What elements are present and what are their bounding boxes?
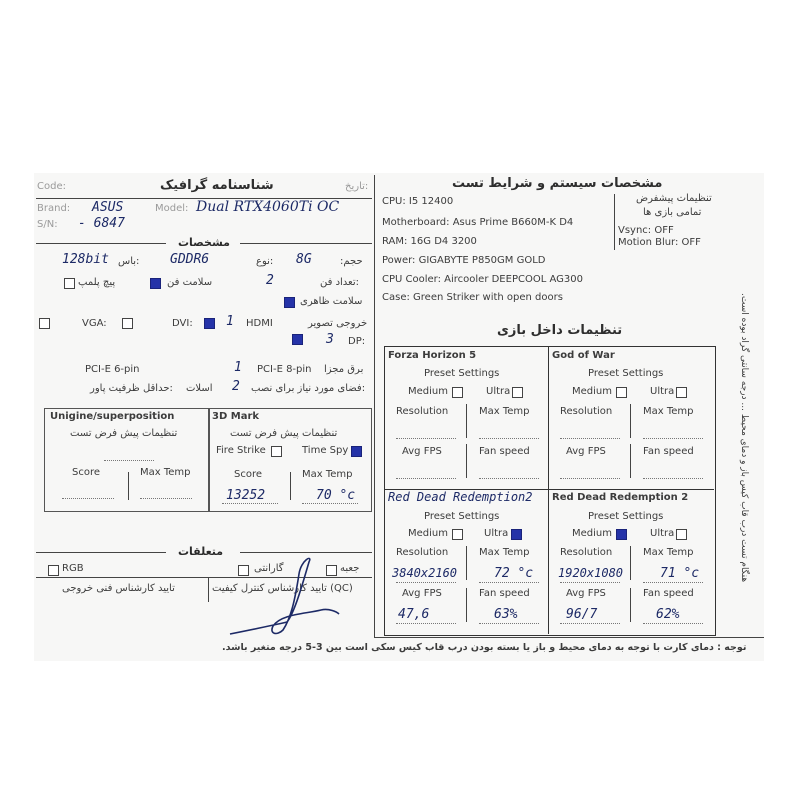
brand-value: ASUS	[92, 200, 124, 215]
unigine-sub: تنظیمات پیش فرض تست	[70, 428, 178, 439]
dvi-label: DVI:	[172, 318, 193, 329]
resolution-line	[560, 582, 620, 583]
unigine-score-line	[62, 498, 114, 499]
avg-fps-label: Avg FPS	[566, 588, 606, 599]
signature-divider	[208, 578, 209, 602]
preset-label: Preset Settings	[588, 368, 664, 379]
center-divider	[374, 175, 375, 637]
max-temp-line	[479, 438, 539, 439]
case-spec: Case: Green Striker with open doors	[382, 292, 563, 303]
hdmi-count: 1	[226, 314, 234, 329]
3dmark-title: 3D Mark	[212, 411, 260, 422]
ultra-label: Ultra	[486, 386, 511, 397]
psu-label: حداقل ظرفیت پاور:	[90, 383, 173, 394]
unigine-score-label: Score	[72, 467, 101, 478]
ram-spec: RAM: 16G D4 3200	[382, 236, 477, 247]
resolution-line	[560, 438, 620, 439]
preset-label: Preset Settings	[424, 511, 500, 522]
max-temp-label: Max Temp	[479, 406, 530, 417]
resolution-label: Resolution	[396, 406, 449, 417]
resolution-label: Resolution	[560, 547, 613, 558]
footnote-rule	[374, 637, 764, 638]
pcie6-label: PCI-E 6-pin	[85, 364, 140, 375]
avg-fps-label: Avg FPS	[566, 446, 606, 457]
qc-approval-label: تایید کارشناس کنترل کیفیت (QC)	[212, 583, 353, 594]
all-games-label: تمامی بازی ها	[643, 207, 702, 218]
vga-checkbox[interactable]	[39, 318, 50, 329]
unigine-dotted	[104, 460, 154, 461]
ultra-label: Ultra	[650, 528, 675, 539]
max-temp-line	[479, 582, 539, 583]
brand-label: Brand:	[37, 203, 71, 214]
warranty-label: گارانتی	[254, 563, 284, 574]
motion-blur-setting: Motion Blur: OFF	[618, 237, 701, 248]
games-grid-vdivider	[548, 346, 549, 634]
appearance-checkbox[interactable]	[284, 297, 295, 308]
max-temp-label: Max Temp	[643, 547, 694, 558]
seal-screw-label: پیچ پلمپ	[78, 277, 116, 288]
fan-speed-label: Fan speed	[479, 446, 530, 457]
avg-fps-line	[396, 623, 456, 624]
slots-label: فضای مورد نیاز برای نصب:	[251, 383, 366, 394]
medium-checkbox[interactable]	[452, 387, 463, 398]
unigine-temp-label: Max Temp	[140, 467, 191, 478]
dp-count: 3	[326, 332, 334, 347]
3dmark-score-label: Score	[234, 469, 263, 480]
3dmark-sub: تنظیمات پیش فرض تست	[230, 428, 338, 439]
unigine-title: Unigine/superposition	[50, 411, 175, 422]
left-title: شناسنامه گرافیک	[160, 178, 274, 193]
fan-health-label: سلامت فن	[167, 277, 213, 288]
medium-label: Medium	[572, 528, 612, 539]
fan-health-checkbox[interactable]	[150, 278, 161, 289]
rgb-label: RGB	[62, 563, 84, 574]
dvi-checkbox[interactable]	[122, 318, 133, 329]
fan-speed-line	[479, 623, 539, 624]
default-settings-title: تنظیمات پیشفرض	[636, 193, 712, 204]
right-title: مشخصات سیستم و شرایط تست	[452, 176, 663, 191]
type-label: نوع:	[256, 256, 274, 267]
max-temp-label: Max Temp	[479, 547, 530, 558]
game-name: Red Dead Redemption 2	[552, 492, 689, 503]
resolution-value: 3840x2160	[392, 566, 458, 580]
accessories-rule-left	[36, 552, 166, 553]
fan-speed-value: 62%	[656, 607, 680, 622]
medium-checkbox[interactable]	[616, 529, 627, 540]
ultra-label: Ultra	[650, 386, 675, 397]
fan-speed-value: 63%	[494, 607, 518, 622]
fan-speed-line	[643, 478, 703, 479]
box-label: جعبه	[340, 563, 360, 574]
appearance-label: سلامت ظاهری	[300, 296, 363, 307]
medium-label: Medium	[408, 528, 448, 539]
vsync-setting: Vsync: OFF	[618, 225, 674, 236]
resolution-line	[396, 582, 456, 583]
preset-label: Preset Settings	[424, 368, 500, 379]
unigine-temp-line	[140, 498, 192, 499]
hdmi-checkbox[interactable]	[204, 318, 215, 329]
fire-strike-checkbox[interactable]	[271, 446, 282, 457]
cpu-spec: CPU: I5 12400	[382, 196, 454, 207]
max-temp-line	[643, 582, 703, 583]
avg-fps-label: Avg FPS	[402, 446, 442, 457]
time-spy-label: Time Spy	[302, 445, 349, 456]
power-label: برق مجزا	[324, 364, 364, 375]
ultra-label: Ultra	[484, 528, 509, 539]
specs-rule-right	[240, 243, 372, 244]
avg-fps-line	[396, 478, 456, 479]
slots-unit: اسلات	[186, 383, 213, 394]
seal-screw-checkbox[interactable]	[64, 278, 75, 289]
3dmark-divider	[290, 472, 291, 500]
motherboard-spec: Motherboard: Asus Prime B660M-K D4	[382, 217, 574, 228]
game-name: Forza Horizon 5	[388, 350, 477, 361]
dp-checkbox[interactable]	[292, 334, 303, 345]
game-settings-title: تنظیمات داخل بازی	[497, 323, 623, 338]
cell-divider-top	[630, 546, 631, 580]
bus-value: 128bit	[62, 252, 109, 267]
avg-fps-label: Avg FPS	[402, 588, 442, 599]
slots-value: 2	[232, 379, 240, 394]
sn-value: - 6847	[78, 216, 125, 231]
pcie8-label: PCI-E 8-pin	[257, 364, 312, 375]
footnote: توجه : دمای کارت با توجه به دمای محیط و باز یا بسته بودن درب قاب کیس سکی است بین 3-5 درجه متغیر باشد.	[222, 642, 747, 653]
3dmark-score-line	[222, 503, 278, 504]
avg-fps-value: 96/7	[566, 607, 598, 622]
qc-signature	[225, 552, 345, 642]
avg-fps-value: 47,6	[398, 607, 430, 622]
rgb-checkbox[interactable]	[48, 565, 59, 576]
fan-speed-label: Fan speed	[643, 588, 694, 599]
max-temp-label: Max Temp	[643, 406, 694, 417]
fire-strike-label: Fire Strike	[216, 445, 266, 456]
resolution-label: Resolution	[560, 406, 613, 417]
game-name: Red Dead Redemption2	[388, 490, 533, 504]
side-note: هنگام تست درب قاب کیس باز و دمای محیط ... درجه سانتی گراد بوده است.	[739, 292, 749, 582]
cell-divider-top	[466, 404, 467, 438]
type-value: GDDR6	[170, 252, 210, 267]
3dmark-temp-value: 70 °c	[316, 488, 356, 503]
cell-divider-bottom	[466, 444, 467, 478]
cell-divider-top	[466, 546, 467, 580]
game-name: God of War	[552, 350, 615, 361]
fan-speed-label: Fan speed	[479, 588, 530, 599]
dp-label: DP:	[348, 336, 366, 347]
ultra-checkbox[interactable]	[512, 387, 523, 398]
capacity-value: 8G	[296, 252, 312, 267]
fan-speed-label: Fan speed	[643, 446, 694, 457]
model-value: Dual RTX4060Ti OC	[196, 199, 340, 215]
settings-box-divider	[614, 194, 615, 250]
resolution-line	[396, 438, 456, 439]
accessories-header: متعلقات	[172, 545, 229, 558]
max-temp-line	[643, 438, 703, 439]
ultra-checkbox[interactable]	[676, 387, 687, 398]
code-label: Code:	[37, 181, 66, 192]
3dmark-temp-line	[302, 503, 358, 504]
ultra-checkbox[interactable]	[511, 529, 522, 540]
sn-label: S/N:	[37, 219, 58, 230]
cell-divider-bottom	[630, 588, 631, 622]
hdmi-label: HDMI	[246, 318, 273, 329]
specs-header: مشخصات	[172, 236, 236, 249]
fan-count-value: 2	[266, 273, 274, 288]
avg-fps-line	[560, 623, 620, 624]
date-label: تاریخ:	[345, 181, 369, 192]
capacity-label: حجم:	[340, 256, 363, 267]
model-label: Model:	[155, 203, 189, 214]
cooler-spec: CPU Cooler: Aircooler DEEPCOOL AG300	[382, 274, 583, 285]
specs-rule-left	[36, 243, 166, 244]
cell-divider-bottom	[466, 588, 467, 622]
max-temp-value: 71 °c	[660, 566, 700, 581]
power-spec: Power: GIGABYTE P850GM GOLD	[382, 255, 546, 266]
medium-checkbox[interactable]	[452, 529, 463, 540]
resolution-value: 1920x1080	[558, 566, 624, 580]
medium-checkbox[interactable]	[616, 387, 627, 398]
vga-label: VGA:	[82, 318, 107, 329]
unigine-divider	[128, 472, 129, 500]
tech-approval-label: تایید کارشناس فنی خروجی	[62, 583, 175, 594]
cell-divider-bottom	[630, 444, 631, 478]
fan-count-label: تعداد فن:	[320, 277, 360, 288]
fan-speed-line	[643, 623, 703, 624]
medium-label: Medium	[572, 386, 612, 397]
preset-label: Preset Settings	[588, 511, 664, 522]
3dmark-score-value: 13252	[226, 488, 266, 503]
bus-label: باس:	[118, 256, 140, 267]
resolution-label: Resolution	[396, 547, 449, 558]
3dmark-temp-label: Max Temp	[302, 469, 353, 480]
ultra-checkbox[interactable]	[676, 529, 687, 540]
avg-fps-line	[560, 478, 620, 479]
outputs-label: خروجی تصویر	[308, 318, 368, 329]
max-temp-value: 72 °c	[494, 566, 534, 581]
cell-divider-top	[630, 404, 631, 438]
fan-speed-line	[479, 478, 539, 479]
medium-label: Medium	[408, 386, 448, 397]
time-spy-checkbox[interactable]	[351, 446, 362, 457]
pcie8-count: 1	[234, 360, 242, 375]
